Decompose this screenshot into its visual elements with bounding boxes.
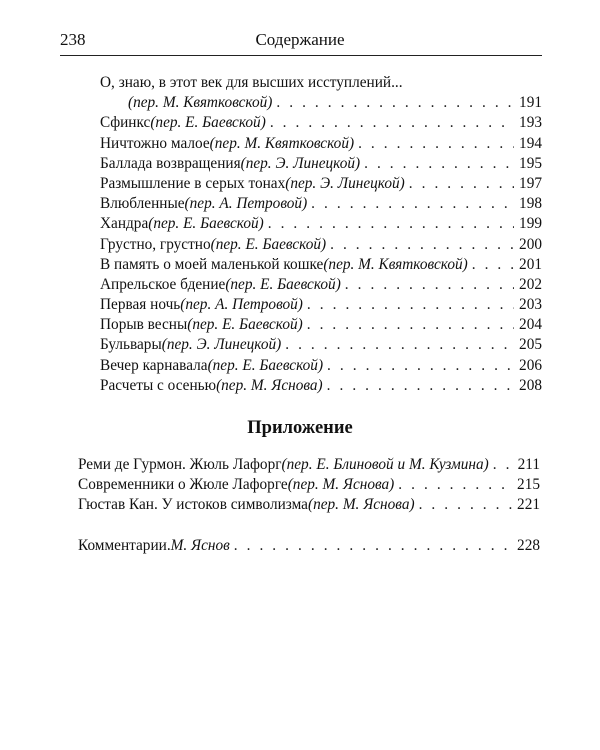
- toc-entry: [78, 536, 540, 556]
- entry-title: Размышление в серых тонах: [100, 174, 286, 192]
- toc-entry: [100, 376, 542, 396]
- entry-page: 199: [519, 215, 542, 233]
- entry-title: Реми де Гурмон. Жюль Лафорг: [78, 456, 282, 473]
- entry-translator: (пер. Э. Линецкой): [161, 336, 282, 354]
- toc-entry: [78, 495, 540, 515]
- entry-page: 206: [519, 356, 542, 374]
- entry-page: 204: [519, 316, 542, 334]
- toc-entry: [100, 356, 542, 376]
- toc-entry: [100, 315, 542, 335]
- entry-title: Расчеты с осенью: [100, 376, 217, 394]
- dot-leader: [307, 315, 514, 335]
- dot-leader: [409, 174, 514, 194]
- entry-translator: (пер. М. Квятковской): [209, 134, 355, 152]
- entry-title: Апрельское бдение: [100, 275, 226, 293]
- dot-leader: [234, 536, 512, 556]
- header-rule: [60, 55, 542, 56]
- entry-author: М. Яснов: [170, 537, 230, 554]
- entry-translator: (пер. М. Квятковской): [128, 94, 273, 112]
- entry-page: 221: [517, 496, 540, 514]
- entry-title: Гюстав Кан. У истоков символизма: [78, 496, 308, 514]
- entry-translator: (пер. Е. Баевской): [210, 235, 327, 253]
- entry-page: 215: [517, 476, 540, 494]
- dot-leader: [398, 475, 512, 495]
- running-header: [60, 30, 540, 54]
- entry-translator: (пер. Е. Баевской): [187, 316, 303, 334]
- toc-entry: [100, 134, 542, 154]
- dot-leader: [364, 154, 514, 174]
- toc-entry: [100, 73, 542, 93]
- entry-page: 200: [519, 235, 542, 253]
- dot-leader: [345, 275, 514, 295]
- entry-translator: (пер. Е. Блиновой и М. Кузмина): [281, 456, 489, 473]
- toc-main: [100, 73, 542, 396]
- entry-title: Влюбленные: [100, 195, 185, 213]
- entry-translator: (пер. А. Петровой): [184, 195, 308, 213]
- entry-page: 198: [519, 195, 542, 213]
- entry-page: 195: [519, 154, 542, 172]
- dot-leader: [285, 335, 514, 355]
- toc-entry: [100, 235, 542, 255]
- entry-translator: (пер. А. Петровой): [180, 296, 303, 314]
- entry-translator: (пер. М. Яснова): [287, 476, 395, 494]
- entry-translator: (пер. Е. Баевской): [150, 114, 266, 132]
- entry-title: Современники о Жюле Лафорге: [78, 476, 288, 494]
- toc-entry: [100, 214, 542, 234]
- toc-entry: [100, 275, 542, 295]
- entry-page: 201: [519, 255, 542, 273]
- dot-leader: [276, 93, 514, 113]
- toc-entry: [78, 455, 540, 475]
- dot-leader: [472, 255, 514, 275]
- dot-leader: [493, 455, 512, 475]
- toc-appendix: [78, 455, 540, 516]
- entry-page: 202: [519, 275, 542, 293]
- entry-title: Порыв весны: [100, 316, 188, 334]
- entry-page: 191: [519, 94, 542, 112]
- entry-page: 194: [519, 134, 542, 152]
- entry-title: Грустно, грустно: [100, 235, 211, 253]
- toc-entry: [100, 154, 542, 174]
- entry-translator: (пер. Э. Линецкой): [240, 154, 361, 172]
- dot-leader: [270, 113, 514, 133]
- toc-entry: [100, 113, 542, 133]
- entry-translator: (пер. Е. Баевской): [148, 215, 264, 233]
- dot-leader: [358, 134, 514, 154]
- toc-entry: [100, 255, 542, 275]
- entry-page: 211: [517, 456, 540, 473]
- entry-title: Первая ночь: [100, 296, 181, 314]
- toc-entry: [100, 93, 542, 113]
- toc-entry: [100, 194, 542, 214]
- entry-page: 193: [519, 114, 542, 132]
- entry-page: 228: [517, 537, 540, 554]
- running-title: Содержание: [255, 30, 345, 49]
- entry-title: Комментарии.: [78, 537, 171, 554]
- toc-entry: [100, 335, 542, 355]
- entry-title: Бульвары: [100, 336, 162, 354]
- toc-entry: [100, 174, 542, 194]
- entry-title: В память о моей маленькой кошке: [100, 255, 324, 273]
- entry-translator: (пер. М. Яснова): [216, 376, 323, 394]
- entry-page: 208: [519, 376, 542, 394]
- entry-translator: (пер. Е. Баевской): [225, 275, 341, 293]
- toc-commentary: [78, 536, 540, 556]
- entry-page: 203: [519, 296, 542, 314]
- entry-page: 197: [519, 174, 542, 192]
- entry-title: Баллада возвращения: [100, 154, 241, 172]
- dot-leader: [419, 495, 512, 515]
- dot-leader: [307, 295, 514, 315]
- entry-title: Сфинкс: [100, 114, 151, 132]
- dot-leader: [327, 356, 514, 376]
- entry-translator: (пер. Е. Баевской): [207, 356, 324, 374]
- appendix-heading: Приложение: [247, 418, 353, 438]
- entry-translator: (пер. М. Яснова): [307, 496, 415, 514]
- entry-title: О, знаю, в этот век для высших исступлений...: [100, 74, 403, 91]
- dot-leader: [330, 235, 514, 255]
- dot-leader: [311, 194, 514, 214]
- entry-page: 205: [519, 336, 542, 354]
- entry-title: Ничтожно малое: [100, 134, 210, 152]
- entry-translator: (пер. М. Квятковской): [323, 255, 468, 273]
- page-number: 238: [60, 30, 86, 49]
- entry-title: Хандра: [100, 215, 149, 233]
- entry-translator: (пер. Э. Линецкой): [285, 174, 405, 192]
- dot-leader: [268, 214, 514, 234]
- toc-entry: [78, 475, 540, 495]
- entry-title: Вечер карнавала: [100, 356, 208, 374]
- toc-entry: [100, 295, 542, 315]
- dot-leader: [327, 376, 514, 396]
